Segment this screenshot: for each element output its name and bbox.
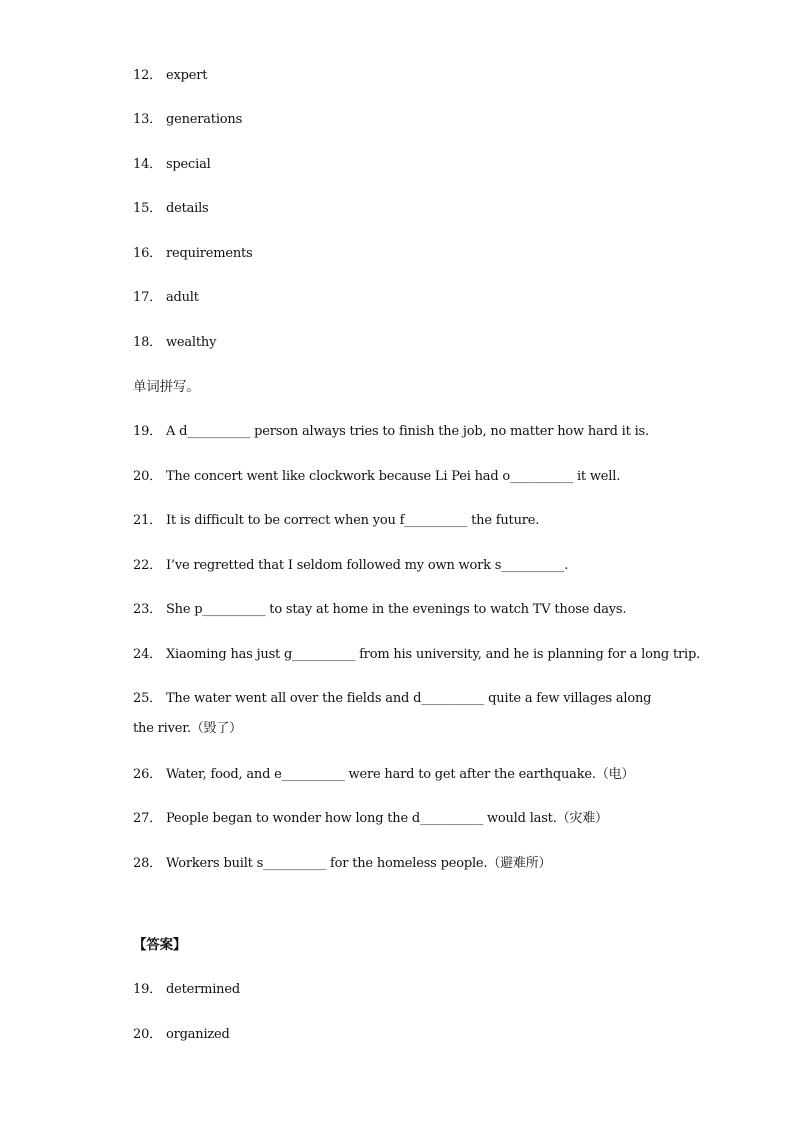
question-item: 24． Xiaoming has just g__________ from his university, and he is planning for a long trip. [133,647,701,662]
list-item: 15． details [133,201,209,216]
list-item: 17． adult [133,290,199,305]
list-item: 18． wealthy [133,335,217,350]
question-item: 19． A d__________ person always tries to finish the job, no matter how hard it is. [133,424,649,439]
question-item: 20． The concert went like clockwork because Li Pei had o__________ it well. [133,469,621,484]
section-heading: 单词拼写。 [133,379,200,395]
answer-item: 19． determined [133,982,240,997]
answer-heading: 【答案】 [133,937,187,953]
question-item: 27． People began to wonder how long the d__________ would last.（灾难） [133,811,608,826]
list-item: 12． expert [133,68,208,83]
question-item: 28． Workers built s__________ for the homeless people.（避难所） [133,856,552,871]
question-item: 23． She p__________ to stay at home in the evenings to watch TV those days. [133,602,627,617]
question-item: 22． I’ve regretted that I seldom followed my own work s__________. [133,558,569,573]
list-item: 13． generations [133,112,243,127]
list-item: 14． special [133,157,211,172]
list-item: 16． requirements [133,246,253,261]
answer-item: 20． organized [133,1027,230,1042]
question-item: 26． Water, food, and e__________ were hard to get after the earthquake.（电） [133,767,635,782]
question-item: 25． The water went all over the fields and d__________ quite a few villages along the river.（毁了） [133,691,652,736]
question-item: 21． It is difficult to be correct when you f__________ the future. [133,513,540,528]
